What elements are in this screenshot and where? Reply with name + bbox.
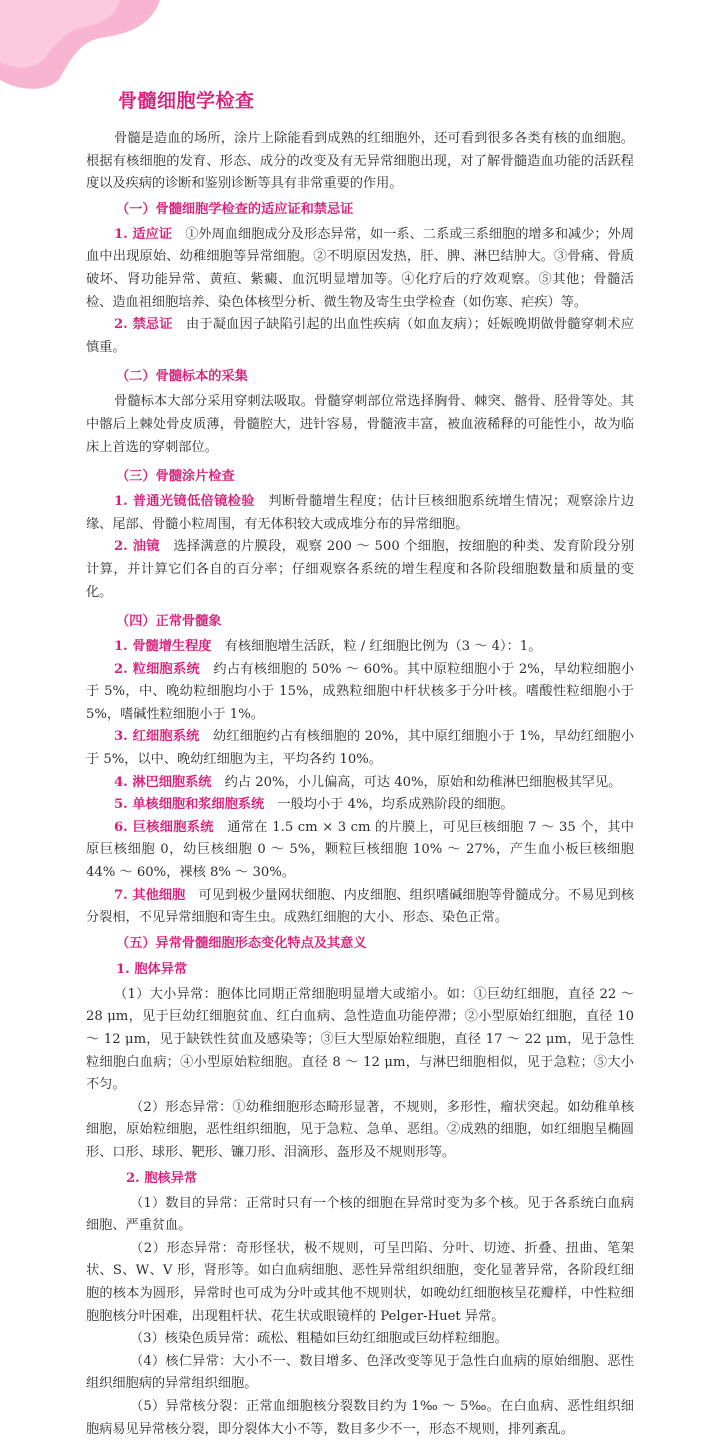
label-indications: 1. 适应证 (114, 226, 172, 242)
paragraph-nucleus-shape: （2）形态异常：奇形怪状，极不规则，可呈凹陷、分叶、切迹、折叠、扭曲、笔架状、S、W、V 形，肾形等。如白血病细胞、恶性异常组织细胞，变化显著异常，各阶段红细胞的核本为圆形，异常时也可成为分叶或其他不规则状，如晚幼红细胞核呈花瓣样，中性粒细胞胞核分叶困难，出现粗杆状、花生状或眼镜样的 Pelger-Huet 异常。 (86, 1240, 634, 1324)
text-contraindications: 由于凝血因子缺陷引起的出血性疾病（如血友病）；妊娠晚期做骨髓穿刺术应慎重。 (86, 317, 634, 355)
item-text: 可见到极少量网状细胞、内皮细胞、组织嗜碱细胞等骨髓成分。不易见到核分裂相，不见异常细胞和寄生虫。成熟红细胞的大小、形态、染色正常。 (86, 887, 635, 926)
paragraph-size-abnormality: （1）大小异常：胞体比同期正常细胞明显增大或缩小。如：①巨幼红细胞，直径 22 ～ 28 μm，见于巨幼红细胞贫血、红白血病、急性造血功能停滞；②小型原始红细胞，直径 10 ～ 12 μm，见于缺铁性贫血及感染等；③巨大型原始粒细胞，直径 17 ～ 22 μm，见于急性粒细胞白血病；④小型原始粒细胞。直径 8 ～ 12 μm，与淋巴细胞相似，见于急粒；⑤大小不匀。 (86, 986, 634, 1093)
intro-paragraph: 骨髓是造血的场所，涂片上除能看到成熟的红细胞外，还可看到很多各类有核的血细胞。根据有核细胞的发育、形态、成分的改变及有无异常细胞出现，对了解骨髓造血功能的活跃程度以及疾病的诊断和鉴别诊断等具有非常重要的作用。 (86, 131, 634, 192)
section-heading-indications: （一）骨髓细胞学检查的适应证和禁忌证 (116, 201, 354, 217)
item-label: 4. 淋巴细胞系统 (114, 774, 212, 790)
list-item (86, 636, 634, 659)
paragraph-nucleolus: （4）核仁异常：大小不一、数目增多、色泽改变等见于急性白血病的原始细胞、恶性组织细胞病的异常组织细胞。 (86, 1353, 634, 1392)
subsection-heading-nucleus: 2. 胞核异常 (126, 1170, 198, 1186)
list-item (86, 772, 634, 795)
item-label: 2. 粒细胞系统 (114, 661, 200, 677)
item-text: 通常在 1.5 cm × 3 cm 的片膜上，可见巨核细胞 7 ～ 35 个，其中原巨核细胞 0，幼巨核细胞 0 ～ 5%，颗粒巨核细胞 10% ～ 27%，产生血小板巨核细胞 44% ～ 60%，裸核 8% ～ 30%。 (86, 819, 634, 881)
item-label: 5. 单核细胞和浆细胞系统 (114, 797, 265, 813)
item-text: 约占 20%，小儿偏高，可达 40%，原始和幼稚淋巴细胞极其罕见。 (224, 774, 622, 790)
list-item (86, 885, 634, 930)
section-heading-normal-marrow: （四）正常骨髓象 (116, 614, 222, 630)
paragraph-contraindications (86, 314, 634, 359)
list-item (86, 726, 634, 771)
label-low-power: 1. 普通光镜低倍镜检验 (114, 494, 255, 510)
page-title: 骨髓细胞学检查 (118, 90, 255, 112)
item-text: 有核细胞增生活跃，粒 / 红细胞比例为（3 ～ 4）：1。 (224, 639, 542, 655)
paragraph-mitosis: （5）异常核分裂：正常血细胞核分裂数目约为 1‰ ～ 5‰。在白血病、恶性组织细胞病易见异常核分裂，即分裂体大小不等，数目多少不一，形态不规则，排列紊乱。 (86, 1398, 634, 1437)
section-heading-smear: （三）骨髓涂片检查 (116, 469, 235, 485)
text-indications: ①外周血细胞成分及形态异常，如一系、二系或三系细胞的增多和减少；外周血中出现原始、幼稚细胞等异常细胞。②不明原因发热，肝、脾、淋巴结肿大。③骨痛、骨质破坏、肾功能异常、黄疸、紫癜、血沉明显增加等。④化疗后的疗效观察。⑤其他；骨髓活检、造血祖细胞培养、染色体核型分析、微生物及寄生虫学检查（如伤寒、疟疾）等。 (86, 226, 635, 310)
item-text: 一般均小于 4%，均系成熟阶段的细胞。 (277, 797, 514, 813)
item-label: 6. 巨核细胞系统 (114, 819, 214, 835)
item-text: 约占有核细胞的 50% ～ 60%。其中原粒细胞小于 2%，早幼粒细胞小于 5%，中、晚幼粒细胞均小于 15%，成熟粒细胞中杆状核多于分叶核。嗜酸性粒细胞小于 5%，嗜碱性粒细胞小于 1%。 (86, 661, 635, 722)
paragraph-shape-abnormality: （2）形态异常：①幼稚细胞形态畸形显著，不规则，多形性，瘤状突起。如幼稚单核细胞，原始粒细胞，恶性组织细胞，见于急粒、急单、恶组。②成熟的细胞，如红细胞呈椭圆形、口形、球形、靶形、镰刀形、泪滴形、盔形及不规则形等。 (86, 1099, 634, 1160)
item-text: 幼红细胞约占有核细胞的 20%，其中原红细胞小于 1%，早幼红细胞小于 5%，以中、晚幼红细胞为主，平均各约 10%。 (86, 729, 635, 768)
item-label: 1. 骨髓增生程度 (114, 639, 212, 655)
list-item (86, 659, 634, 727)
paragraph-nucleus-number: （1）数目的异常：正常时只有一个核的细胞在异常时变为多个核。见于各系统白血病细胞、严重贫血。 (86, 1195, 634, 1234)
section-heading-collection: （二）骨髓标本的采集 (116, 369, 248, 385)
paragraph-chromatin: （3）核染色质异常：疏松、粗糙如巨幼红细胞或巨幼样粒细胞。 (130, 1331, 508, 1347)
label-oil-lens: 2. 油镜 (114, 539, 160, 555)
label-contraindications: 2. 禁忌证 (114, 317, 173, 333)
text-low-power: 判断骨髓增生程度；估计巨核细胞系统增生情况；观察涂片边缘、尾部、骨髓小粒周围，有无体积较大或成堆分布的异常细胞。 (86, 494, 635, 532)
document-page (86, 86, 634, 1441)
list-item (86, 794, 634, 817)
section-heading-abnormal-morphology: （五）异常骨髓细胞形态变化特点及其意义 (116, 935, 367, 951)
item-label: 3. 红细胞系统 (114, 729, 200, 745)
paragraph-oil-lens (86, 536, 634, 604)
paragraph-collection: 骨髓标本大部分采用穿刺法吸取。骨髓穿刺部位常选择胸骨、棘突、髂骨、胫骨等处。其中髂后上棘处骨皮质薄，骨髓腔大，进针容易，骨髓液丰富，被血液稀释的可能性小，故为临床上首选的穿刺部位。 (86, 394, 634, 455)
decorative-corner-shape (0, 0, 160, 90)
subsection-heading-cell-body: 1. 胞体异常 (116, 961, 188, 977)
paragraph-indications (86, 224, 634, 314)
item-label: 7. 其他细胞 (114, 887, 186, 903)
paragraph-low-power (86, 491, 634, 536)
list-item (86, 817, 634, 885)
text-oil-lens: 选择满意的片膜段，观察 200 ～ 500 个细胞，按细胞的种类、发育阶段分别计算，并计算它们各自的百分率；仔细观察各系统的增生程度和各阶段细胞数量和质量的变化。 (86, 539, 635, 600)
